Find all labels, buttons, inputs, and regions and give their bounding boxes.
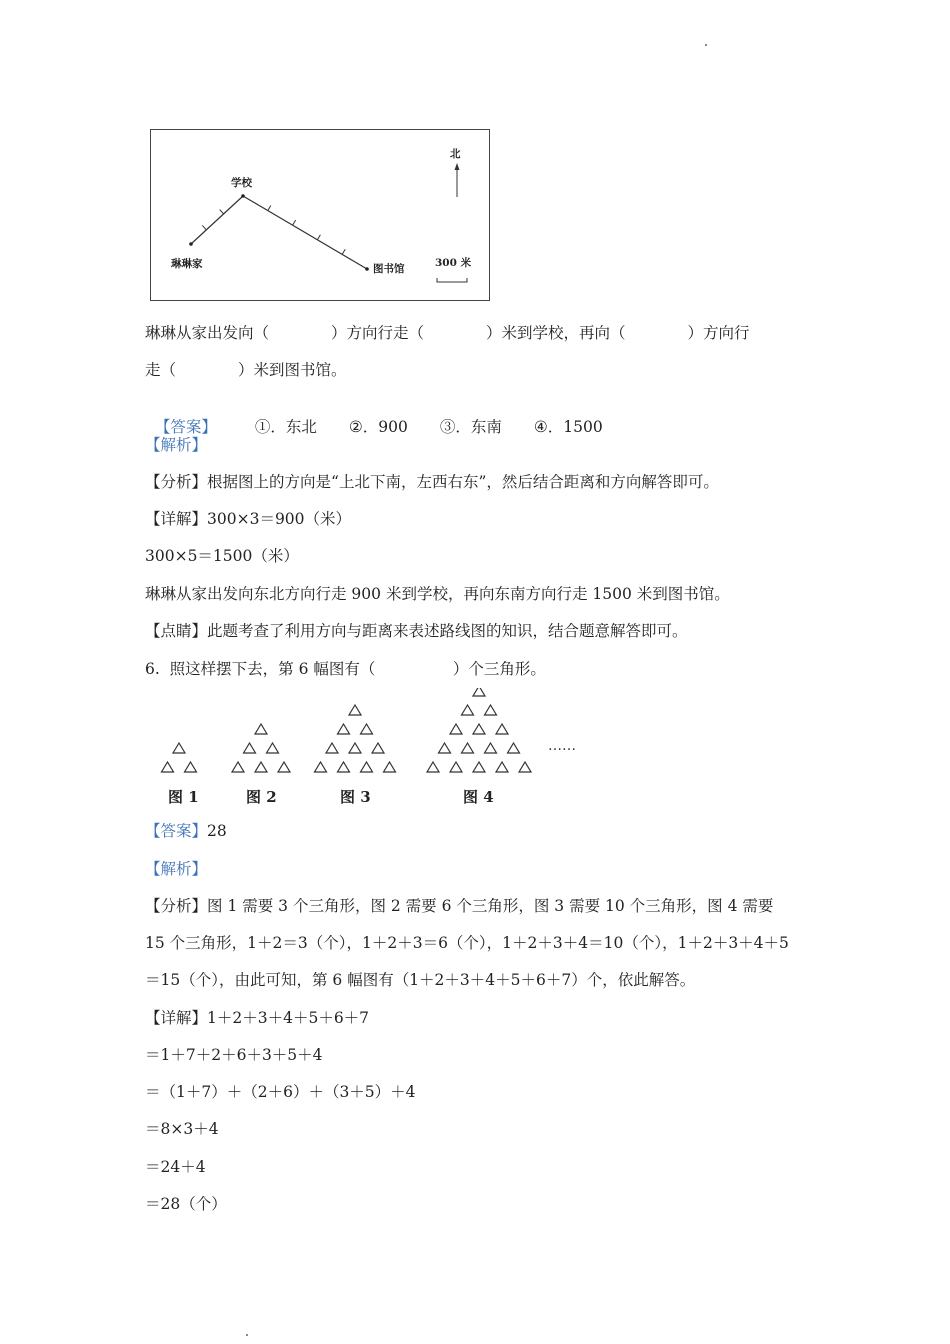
q6-stem: 6. 照这样摆下去，第 6 幅图有（ ）个三角形。 [145, 660, 546, 678]
triangle-fig4 [462, 743, 474, 753]
triangle-fig4 [450, 724, 462, 734]
scale-bar [437, 278, 467, 282]
triangle-fig3 [326, 743, 338, 753]
q5-answer-line [145, 397, 603, 437]
dianjing-text: 此题考查了利用方向与距离来表述路线图的知识，结合题意解答即可。 [207, 622, 688, 640]
q6-answer-line [145, 821, 227, 841]
triangle-fig3 [338, 724, 350, 734]
triangle-fig4 [473, 688, 485, 696]
north-arrow-head [455, 163, 460, 170]
triangle-pattern-figure [150, 688, 610, 816]
q6-step-1: 1＋2＋3＋4＋5＋6＋7 [207, 1009, 370, 1027]
triangle-fig4 [473, 724, 485, 734]
triangle-fig3 [315, 762, 327, 772]
xiangjie-tag: 【详解】 [145, 510, 208, 528]
triangle-fig1 [185, 762, 197, 772]
fenxi-tag: 【分析】 [145, 473, 208, 491]
q6-step-3: ＝（1＋7）＋（2＋6）＋（3＋5）＋4 [145, 1083, 416, 1101]
triangle-fig3 [349, 743, 361, 753]
fenxi-text: 根据图上的方向是“上北下南，左西右东”，然后结合距离和方向解答即可。 [207, 473, 719, 491]
scale-ticks-segment-2 [268, 206, 345, 255]
q5-xiangjie-line2: 300×5＝1500（米） [145, 547, 299, 565]
q6-step-5: ＝24＋4 [145, 1158, 206, 1176]
triangle-fig4 [473, 762, 485, 772]
triangle-fig4 [519, 762, 531, 772]
q5-xiangjie-line3: 琳琳从家出发向东北方向行走 900 米到学校，再向东南方向行走 1500 米到图书馆。 [145, 585, 730, 603]
home-point [189, 242, 193, 246]
q5-fenxi-line [145, 472, 719, 492]
label-library: 图书馆 [373, 263, 405, 275]
triangle-fig3 [338, 762, 350, 772]
triangle-pattern-drawing [150, 688, 610, 812]
route-home-school [191, 196, 243, 244]
triangle-fig4 [450, 762, 462, 772]
q5-stem-line2: 走（ ）米到图书馆。 [145, 361, 347, 379]
label-scale: 300 米 [435, 257, 472, 269]
q6-answer-value: 28 [207, 822, 227, 840]
ellipsis: …… [548, 738, 576, 754]
q6-xiangjie-line1 [145, 1008, 369, 1028]
triangle-fig2 [255, 762, 267, 772]
q6-step-4: ＝8×3＋4 [145, 1120, 219, 1138]
figure-label-2: 图 2 [246, 788, 277, 806]
triangle-fig3 [372, 743, 384, 753]
q6-fenxi-line2: 15 个三角形，1＋2＝3（个），1＋2＋3＝6（个），1＋2＋3＋4＝10（个），1＋2＋3＋4＋5 [145, 934, 789, 952]
answer-4: ④．1500 [533, 418, 603, 436]
triangle-fig3 [384, 762, 396, 772]
triangle-fig4 [427, 762, 439, 772]
route-map [150, 129, 490, 301]
page-speck-bottom [246, 1334, 248, 1336]
figure-label-4: 图 4 [463, 788, 494, 806]
triangle-fig2 [255, 724, 267, 734]
triangle-fig3 [349, 705, 361, 715]
q5-xiangjie-line1 [145, 509, 351, 529]
q6-analysis-tag: 【解析】 [145, 860, 208, 878]
answer-2: ②．900 [348, 418, 408, 436]
triangle-fig4 [496, 762, 508, 772]
q5-stem-line1: 琳琳从家出发向（ ）方向行走（ ）米到学校，再向（ ）方向行 [145, 324, 750, 342]
school-point [241, 194, 245, 198]
route-map-drawing [151, 130, 491, 302]
q6-fenxi-line3: ＝15（个），由此可知，第 6 幅图有（1＋2＋3＋4＋5＋6＋7）个，依此解答。 [145, 971, 696, 989]
figure-label-3: 图 3 [340, 788, 371, 806]
triangle-fig2 [244, 743, 256, 753]
triangle-fig4 [508, 743, 520, 753]
dianjing-tag: 【点睛】 [145, 622, 208, 640]
answer-tag: 【答案】 [154, 418, 217, 436]
q6-answer-tag: 【答案】 [145, 822, 208, 840]
xiangjie-step-1: 300×3＝900（米） [207, 510, 352, 528]
triangle-fig3 [361, 762, 373, 772]
q5-analysis-tag: 【解析】 [145, 436, 208, 454]
triangle-fig4 [485, 705, 497, 715]
library-point [365, 267, 369, 271]
label-school: 学校 [231, 177, 252, 189]
q6-xiangjie-tag: 【详解】 [145, 1009, 208, 1027]
q6-step-2: ＝1＋7＋2＋6＋3＋5＋4 [145, 1046, 323, 1064]
q6-fenxi-text-1: 图 1 需要 3 个三角形，图 2 需要 6 个三角形，图 3 需要 10 个三角形，图 4 需要 [207, 897, 774, 915]
page-speck-top [705, 44, 707, 46]
figure-label-1: 图 1 [168, 788, 199, 806]
q6-fenxi-tag: 【分析】 [145, 897, 208, 915]
triangle-fig4 [485, 743, 497, 753]
triangle-fig4 [439, 743, 451, 753]
answer-3: ③．东南 [439, 418, 502, 436]
triangle-fig2 [267, 743, 279, 753]
label-north: 北 [450, 148, 461, 160]
triangle-fig2 [232, 762, 244, 772]
triangle-fig2 [278, 762, 290, 772]
answer-1: ①．东北 [254, 418, 317, 436]
q5-dianjing-line [145, 621, 688, 641]
triangle-fig3 [361, 724, 373, 734]
label-home: 琳琳家 [171, 258, 203, 270]
scale-ticks-segment-1 [202, 210, 223, 230]
q6-step-6: ＝28（个） [145, 1195, 227, 1213]
triangle-fig4 [462, 705, 474, 715]
triangle-fig1 [162, 762, 174, 772]
triangle-fig4 [496, 724, 508, 734]
route-school-library [243, 196, 367, 269]
triangle-fig1 [173, 743, 185, 753]
q6-fenxi-line1 [145, 896, 773, 916]
